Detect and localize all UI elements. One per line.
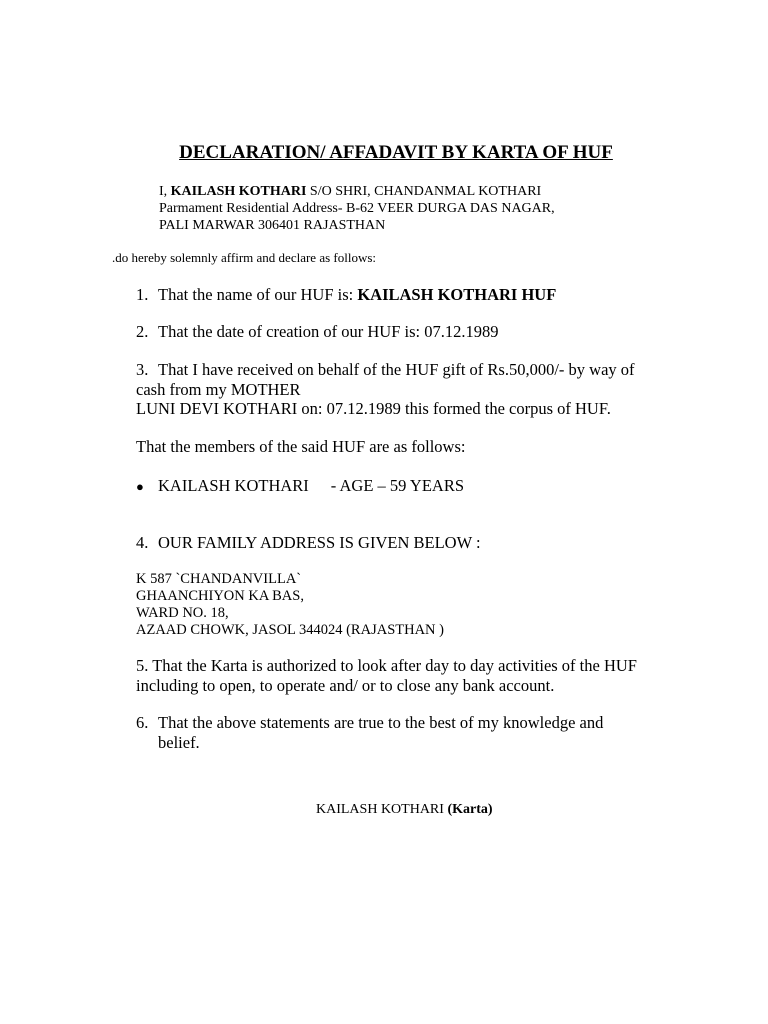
members-intro: That the members of the said HUF are as follows: [136,437,466,456]
signature-name: KAILASH KOTHARI [316,802,448,817]
item-6-line1 [136,713,603,733]
item-6-line2: belief. [158,733,200,752]
declarant-name: KAILASH KOTHARI [170,184,307,199]
item-5-line2: including to open, to operate and/ or to close any bank account. [136,676,555,695]
member-item [136,476,464,497]
affirmation-text: .do hereby solemnly affirm and declare as follows: [112,250,377,265]
item-1 [136,285,556,305]
item-1-number: 1. [136,285,149,304]
item-2-number: 2. [136,322,149,341]
family-address-line3: WARD NO. 18, [136,605,229,621]
item-5-line1: 5. That the Karta is authorized to look after day to day activities of the HUF [136,656,637,675]
item-3-line3: LUNI DEVI KOTHARI on: 07.12.1989 this formed the corpus of HUF. [136,399,611,418]
item-6-text: That the above statements are true to the best of my knowledge and [158,713,604,732]
item-2 [136,322,498,342]
item-6-number: 6. [136,713,149,732]
huf-name: KAILASH KOTHARI HUF [357,285,557,304]
declarant-relation: S/O SHRI, CHANDANMAL KOTHARI [306,184,542,199]
family-address-line4: AZAAD CHOWK, JASOL 344024 (RAJASTHAN ) [136,622,444,638]
declarant-address-line1: Parmament Residential Address- B-62 VEER DURGA DAS NAGAR, [159,201,555,216]
item-3-line1 [136,360,635,380]
member-age: - AGE – 59 YEARS [330,476,465,495]
family-address-line2: GHAANCHIYON KA BAS, [136,588,304,604]
member-name: KAILASH KOTHARI [158,476,309,495]
declarant-prefix: I, [159,184,171,199]
item-3-text: That I have received on behalf of the HUF gift of Rs.50,000/- by way of [158,360,635,379]
signature [316,801,493,818]
declarant-address-line2: PALI MARWAR 306401 RAJASTHAN [159,218,386,233]
item-3-number: 3. [136,360,149,379]
bullet-icon: ● [136,479,144,494]
signature-role: (Karta) [447,802,493,817]
document-title: DECLARATION/ AFFADAVIT BY KARTA OF HUF [179,142,613,163]
item-3-line2: cash from my MOTHER [136,380,301,399]
declarant-line [159,183,541,200]
item-4-number: 4. [136,533,149,552]
item-4-text: OUR FAMILY ADDRESS IS GIVEN BELOW : [158,533,481,552]
item-1-text: That the name of our HUF is: [158,285,358,304]
item-2-text: That the date of creation of our HUF is: 07.12.1989 [158,322,499,341]
family-address-line1: K 587 `CHANDANVILLA` [136,571,302,587]
item-4 [136,533,481,553]
